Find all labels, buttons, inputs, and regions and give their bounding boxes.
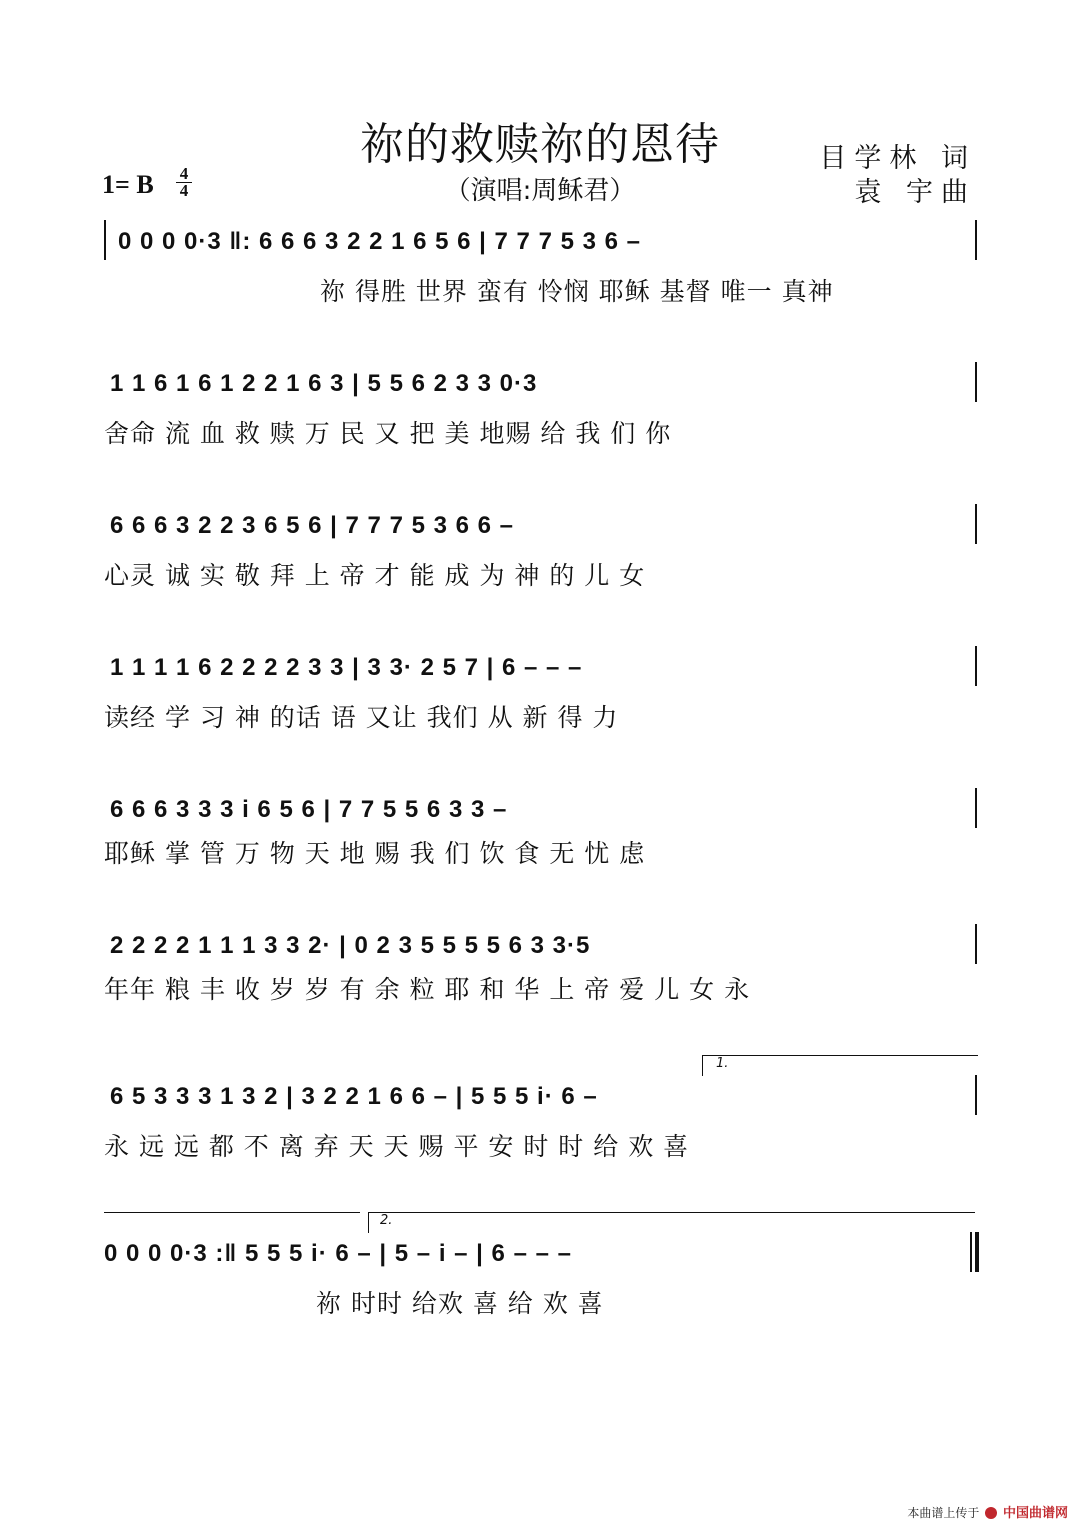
time-signature-bottom: 4 bbox=[176, 182, 192, 199]
notation-line: 1 1 1 1 6 2 2 2 2 3 3 | 3 3· 2 5 7 | 6 – – – bbox=[110, 654, 583, 681]
notation-line: 1 1 6 1 6 1 2 2 1 6 3 | 5 5 6 2 3 3 0·3 bbox=[110, 370, 538, 397]
lyric-line: 舍命 流 血 救 赎 万 民 又 把 美 地赐 给 我 们 你 bbox=[104, 419, 672, 448]
barline bbox=[104, 220, 106, 260]
notation-line: 6 5 3 3 3 1 3 2 | 3 2 2 1 6 6 – | 5 5 5 i· 6 – bbox=[110, 1083, 598, 1110]
site-logo-icon bbox=[985, 1507, 997, 1519]
barline bbox=[975, 646, 977, 686]
notation-line: 0 0 0 0·3 ‖: 6 6 6 3 2 2 1 6 5 6 | 7 7 7 5 3 6 – bbox=[118, 228, 641, 255]
singer-credit: （演唱:周稣君） bbox=[444, 176, 636, 206]
barline bbox=[975, 504, 977, 544]
notation-line: 0 0 0 0·3 :‖ 5 5 5 i· 6 – | 5 – i – | 6 – – – bbox=[104, 1240, 572, 1267]
lyric-line: 耶稣 掌 管 万 物 天 地 赐 我 们 饮 食 无 忧 虑 bbox=[104, 839, 646, 868]
barline bbox=[975, 220, 977, 260]
time-signature bbox=[176, 166, 192, 199]
notation-line: 6 6 6 3 2 2 3 6 5 6 | 7 7 7 5 3 6 6 – bbox=[110, 512, 514, 539]
composer-credit: 袁 宇曲 bbox=[854, 177, 976, 208]
footer-text: 本曲谱上传于 bbox=[907, 1506, 980, 1520]
notation-line: 2 2 2 2 1 1 1 3 3 2· | 0 2 3 5 5 5 5 6 3 3·5 bbox=[110, 932, 591, 959]
lyric-line: 读经 学 习 神 的话 语 又让 我们 从 新 得 力 bbox=[104, 703, 619, 732]
first-ending-bracket bbox=[702, 1055, 978, 1076]
final-barline-thick bbox=[975, 1232, 979, 1272]
upload-footer bbox=[907, 1502, 1068, 1521]
first-ending-label: 1. bbox=[716, 1056, 729, 1071]
lyric-line: 祢 得胜 世界 蛮有 怜悯 耶稣 基督 唯一 真神 bbox=[320, 277, 834, 306]
time-signature-top: 4 bbox=[179, 164, 189, 183]
lyric-line: 心灵 诚 实 敬 拜 上 帝 才 能 成 为 神 的 儿 女 bbox=[104, 561, 646, 590]
barline bbox=[975, 1075, 977, 1115]
lyric-line: 年年 粮 丰 收 岁 岁 有 余 粒 耶 和 华 上 帝 爱 儿 女 永 bbox=[104, 975, 751, 1004]
lyric-line: 永 远 远 都 不 离 弃 天 天 赐 平 安 时 时 给 欢 喜 bbox=[104, 1132, 690, 1161]
second-ending-bracket bbox=[368, 1212, 975, 1233]
barline bbox=[975, 362, 977, 402]
barline bbox=[975, 924, 977, 964]
repeat-bracket-line bbox=[104, 1212, 360, 1213]
footer-logo-text: 中国曲谱网 bbox=[1002, 1506, 1068, 1521]
lyric-line: 祢 时时 给欢 喜 给 欢 喜 bbox=[316, 1289, 604, 1318]
final-barline-thin bbox=[970, 1232, 972, 1272]
notation-line: 6 6 6 3 3 3 i 6 5 6 | 7 7 5 5 6 3 3 – bbox=[110, 796, 508, 823]
second-ending-label: 2. bbox=[380, 1213, 393, 1228]
key-signature: 1= B bbox=[102, 170, 154, 199]
lyricist-credit: 目学林 词 bbox=[819, 143, 976, 174]
barline bbox=[975, 788, 977, 828]
song-title: 祢的救赎祢的恩待 bbox=[360, 119, 720, 170]
